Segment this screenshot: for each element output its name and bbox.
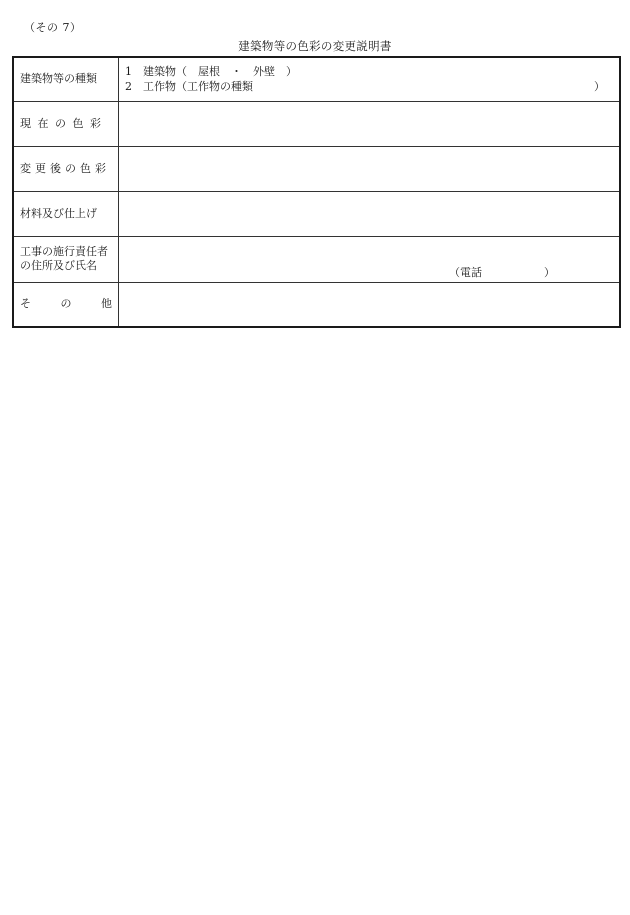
label-other-chars	[20, 297, 114, 311]
row-current-color	[13, 101, 620, 146]
option-structure-text: 工作物（工作物の種類	[143, 80, 253, 94]
phone-field	[449, 264, 555, 280]
row-other	[13, 282, 620, 327]
label-other	[13, 282, 119, 327]
page-label: （その 7）	[24, 21, 82, 34]
materials-field[interactable]	[119, 191, 621, 236]
label-other-char-2: の	[60, 297, 72, 311]
option-building-line	[119, 64, 619, 79]
option-structure-line	[119, 79, 619, 94]
phone-close-paren: ）	[544, 265, 555, 279]
option-building-number: 1	[125, 65, 132, 79]
option-structure-close-paren: ）	[594, 80, 605, 94]
other-field[interactable]	[119, 282, 621, 327]
row-new-color	[13, 146, 620, 191]
row-contractor	[13, 236, 620, 282]
current-color-field[interactable]	[119, 101, 621, 146]
contractor-field[interactable]	[119, 236, 621, 282]
label-materials: 材料及び仕上げ	[13, 191, 119, 236]
label-current-color: 現在の色彩	[13, 101, 119, 146]
form-table	[12, 56, 621, 328]
label-building-type: 建築物等の種類	[13, 57, 119, 101]
label-other-char-1: そ	[20, 297, 31, 311]
label-other-char-3: 他	[101, 297, 112, 311]
row-materials	[13, 191, 620, 236]
option-structure-number: 2	[125, 80, 132, 94]
phone-label: （電話	[449, 265, 482, 279]
option-building-text: 建築物（ 屋根 ・ 外壁 ）	[143, 65, 297, 79]
new-color-field[interactable]	[119, 146, 621, 191]
label-contractor: 工事の施行責任者の住所及び氏名	[13, 236, 119, 282]
document-title: 建築物等の色彩の変更説明書	[238, 39, 392, 53]
label-new-color: 変更後の色彩	[13, 146, 119, 191]
building-type-cell[interactable]	[119, 57, 621, 101]
row-building-type	[13, 57, 620, 101]
